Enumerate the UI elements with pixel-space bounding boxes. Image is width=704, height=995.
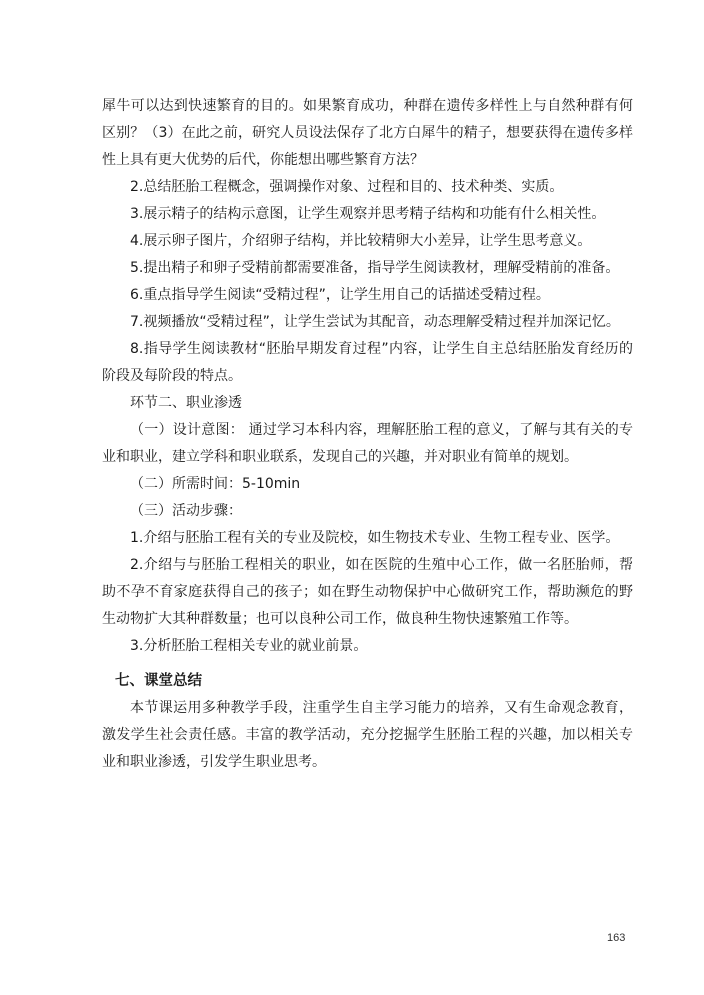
step-3: 3.展示精子的结构示意图，让学生观察并思考精子结构和功能有什么相关性。 <box>130 206 606 222</box>
section-two-title: 环节二、职业渗透 <box>130 395 242 411</box>
step-2: 2.总结胚胎工程概念，强调操作对象、过程和目的、技术种类、实质。 <box>130 179 564 195</box>
section-heading: 七、课堂总结 <box>115 673 202 689</box>
paragraph-continuation: 犀牛可以达到快速繁育的目的。如果繁育成功，种群在遗传多样性上与自然种群有何区别？（3）在此之前，研究人员设法保存了北方白犀牛的精子，想要获得在遗传多样性上具有更大优势的后代，你能想出哪些繁育方法？ <box>102 98 633 168</box>
step-4: 4.展示卵子图片，介绍卵子结构，并比较精卵大小差异，让学生思考意义。 <box>130 233 592 249</box>
step-6: 6.重点指导学生阅读“受精过程”，让学生用自己的话描述受精过程。 <box>130 287 550 303</box>
activity-step-3: 3.分析胚胎工程相关专业的就业前景。 <box>130 638 368 654</box>
time-required: （二）所需时间：5-10min <box>130 476 301 492</box>
activity-steps-label: （三）活动步骤： <box>130 503 242 519</box>
page-body <box>102 93 633 776</box>
activity-step-1: 1.介绍与胚胎工程有关的专业及院校，如生物技术专业、生物工程专业、医学。 <box>130 530 620 546</box>
activity-step-2: 2.介绍与与胚胎工程相关的职业，如在医院的生殖中心工作，做一名胚胎师，帮助不孕不育家庭获得自己的孩子；如在野生动物保护中心做研究工作，帮助濒危的野生动物扩大其种群数量；也可以良种公司工作，做良种生物快速繁殖工作等。 <box>102 557 633 627</box>
summary-paragraph: 本节课运用多种教学手段，注重学生自主学习能力的培养，又有生命观念教育，激发学生社会责任感。丰富的教学活动，充分挖掘学生胚胎工程的兴趣，加以相关专业和职业渗透，引发学生职业思考。 <box>102 700 633 770</box>
design-intent: （一）设计意图： 通过学习本科内容，理解胚胎工程的意义，了解与其有关的专业和职业，建立学科和职业联系，发现自己的兴趣，并对职业有简单的规划。 <box>102 422 633 465</box>
page-number: 163 <box>607 932 626 944</box>
step-5: 5.提出精子和卵子受精前都需要准备，指导学生阅读教材，理解受精前的准备。 <box>130 260 620 276</box>
step-8: 8.指导学生阅读教材“胚胎早期发育过程”内容，让学生自主总结胚胎发育经历的阶段及每阶段的特点。 <box>102 341 633 384</box>
step-7: 7.视频播放“受精过程”，让学生尝试为其配音，动态理解受精过程并加深记忆。 <box>130 314 620 330</box>
